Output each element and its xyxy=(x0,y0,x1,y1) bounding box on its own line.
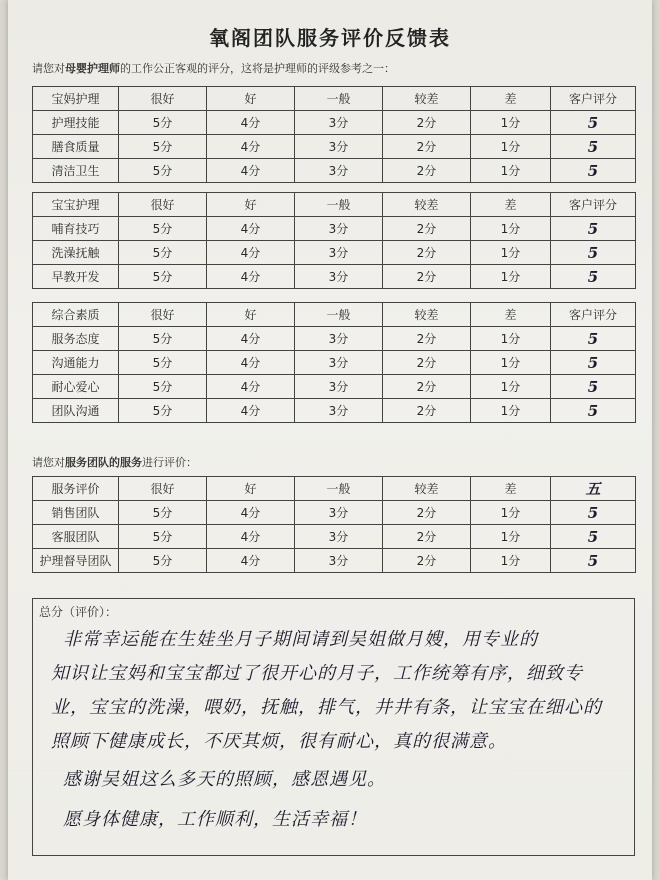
header-cell: 差 xyxy=(471,87,551,111)
table-row xyxy=(33,217,636,241)
score-cell: 4分 xyxy=(207,375,295,399)
score-cell: 2分 xyxy=(383,135,471,159)
score-cell: 3分 xyxy=(295,375,383,399)
customer-score[interactable]: 5 xyxy=(551,525,636,549)
score-cell: 3分 xyxy=(295,241,383,265)
score-cell: 5分 xyxy=(119,399,207,423)
customer-score[interactable]: 5 xyxy=(551,217,636,241)
header-cell: 很好 xyxy=(119,303,207,327)
header-cell: 综合素质 xyxy=(33,303,119,327)
header-cell: 好 xyxy=(207,193,295,217)
score-cell: 1分 xyxy=(471,549,551,573)
header-cell: 很好 xyxy=(119,477,207,501)
header-cell: 一般 xyxy=(295,87,383,111)
score-cell: 5分 xyxy=(119,525,207,549)
table-row xyxy=(33,111,636,135)
table-row xyxy=(33,351,636,375)
mother-care-table xyxy=(32,86,636,183)
score-cell: 4分 xyxy=(207,327,295,351)
score-cell: 1分 xyxy=(471,375,551,399)
table-row xyxy=(33,399,636,423)
score-cell: 1分 xyxy=(471,525,551,549)
score-cell: 2分 xyxy=(383,217,471,241)
score-cell: 5分 xyxy=(119,327,207,351)
table-row xyxy=(33,327,636,351)
header-cell: 差 xyxy=(471,477,551,501)
score-cell: 1分 xyxy=(471,135,551,159)
score-cell: 4分 xyxy=(207,111,295,135)
comment-line: 照顾下健康成长，不厌其烦，很有耐心，真的很满意。 xyxy=(51,731,507,752)
row-label: 团队沟通 xyxy=(33,399,119,423)
score-cell: 5分 xyxy=(119,265,207,289)
row-label: 客服团队 xyxy=(33,525,119,549)
row-label: 销售团队 xyxy=(33,501,119,525)
header-cell: 较差 xyxy=(383,303,471,327)
header-cell: 一般 xyxy=(295,477,383,501)
overall-quality-table xyxy=(32,302,636,423)
score-cell: 3分 xyxy=(295,265,383,289)
comment-line: 感谢吴姐这么多天的照顾，感恩遇见。 xyxy=(63,769,386,790)
table-row xyxy=(33,265,636,289)
customer-score[interactable]: 5 xyxy=(551,265,636,289)
score-cell: 1分 xyxy=(471,399,551,423)
table-row xyxy=(33,549,636,573)
score-cell: 3分 xyxy=(295,217,383,241)
score-cell: 5分 xyxy=(119,159,207,183)
customer-score[interactable]: 5 xyxy=(551,351,636,375)
score-cell: 5分 xyxy=(119,351,207,375)
score-cell: 2分 xyxy=(383,265,471,289)
score-cell: 2分 xyxy=(383,351,471,375)
comment-line: 业，宝宝的洗澡，喂奶，抚触，排气，井井有条，让宝宝在细心的 xyxy=(51,697,602,718)
header-cell: 较差 xyxy=(383,87,471,111)
row-label: 哺育技巧 xyxy=(33,217,119,241)
customer-score[interactable]: 5 xyxy=(551,159,636,183)
comment-line: 知识让宝妈和宝宝都过了很开心的月子，工作统筹有序，细致专 xyxy=(51,663,583,684)
score-cell: 5分 xyxy=(119,111,207,135)
table-row xyxy=(33,525,636,549)
score-cell: 1分 xyxy=(471,501,551,525)
header-cell: 较差 xyxy=(383,477,471,501)
header-cell: 好 xyxy=(207,303,295,327)
header-cell: 差 xyxy=(471,303,551,327)
header-cell: 一般 xyxy=(295,303,383,327)
score-cell: 4分 xyxy=(207,351,295,375)
header-cell: 好 xyxy=(207,477,295,501)
score-cell: 2分 xyxy=(383,241,471,265)
score-cell: 2分 xyxy=(383,375,471,399)
row-label: 洗澡抚触 xyxy=(33,241,119,265)
score-cell: 4分 xyxy=(207,525,295,549)
customer-score[interactable]: 5 xyxy=(551,399,636,423)
row-label: 护理督导团队 xyxy=(33,549,119,573)
header-cell: 差 xyxy=(471,193,551,217)
score-cell: 4分 xyxy=(207,241,295,265)
instruction-suffix: 进行评价： xyxy=(142,456,197,469)
comment-line: 非常幸运能在生娃坐月子期间请到吴姐做月嫂，用专业的 xyxy=(63,629,538,650)
table-row xyxy=(33,375,636,399)
table-header-row xyxy=(33,477,636,501)
score-cell: 1分 xyxy=(471,217,551,241)
form-title: 氧阁团队服务评价反馈表 xyxy=(209,26,451,50)
customer-score[interactable]: 5 xyxy=(551,111,636,135)
instruction-bold: 母婴护理师 xyxy=(65,62,120,75)
customer-score[interactable]: 5 xyxy=(551,241,636,265)
row-label: 护理技能 xyxy=(33,111,119,135)
score-cell: 3分 xyxy=(295,351,383,375)
header-cell: 较差 xyxy=(383,193,471,217)
score-cell: 5分 xyxy=(119,241,207,265)
score-cell: 2分 xyxy=(383,525,471,549)
score-cell: 1分 xyxy=(471,351,551,375)
score-cell: 5分 xyxy=(119,135,207,159)
score-cell: 2分 xyxy=(383,159,471,183)
baby-care-table xyxy=(32,192,636,289)
comment-box[interactable] xyxy=(32,598,635,856)
instruction-suffix: 的工作公正客观的评分，这将是护理师的评级参考之一： xyxy=(120,62,395,75)
row-label: 沟通能力 xyxy=(33,351,119,375)
header-cell: 很好 xyxy=(119,87,207,111)
row-label: 早教开发 xyxy=(33,265,119,289)
score-cell: 3分 xyxy=(295,525,383,549)
team-rating-instruction xyxy=(32,454,197,470)
row-label: 服务态度 xyxy=(33,327,119,351)
score-cell: 1分 xyxy=(471,159,551,183)
score-cell: 3分 xyxy=(295,111,383,135)
score-cell: 4分 xyxy=(207,501,295,525)
service-team-table xyxy=(32,476,636,573)
customer-score[interactable]: 5 xyxy=(551,327,636,351)
row-label: 清洁卫生 xyxy=(33,159,119,183)
score-cell: 1分 xyxy=(471,241,551,265)
header-cell: 很好 xyxy=(119,193,207,217)
table-row xyxy=(33,501,636,525)
score-cell: 5分 xyxy=(119,501,207,525)
score-cell: 3分 xyxy=(295,549,383,573)
score-cell: 5分 xyxy=(119,217,207,241)
table-row xyxy=(33,159,636,183)
score-cell: 4分 xyxy=(207,159,295,183)
customer-score[interactable]: 5 xyxy=(551,549,636,573)
row-label: 膳食质量 xyxy=(33,135,119,159)
instruction-bold: 服务团队的服务 xyxy=(65,456,142,469)
comment-line: 愿身体健康，工作顺利，生活幸福！ xyxy=(63,809,367,830)
score-cell: 2分 xyxy=(383,399,471,423)
row-label: 耐心爱心 xyxy=(33,375,119,399)
score-cell: 3分 xyxy=(295,159,383,183)
instruction-prefix: 请您对 xyxy=(32,62,65,75)
score-cell: 4分 xyxy=(207,135,295,159)
score-cell: 3分 xyxy=(295,327,383,351)
customer-score[interactable]: 5 xyxy=(551,375,636,399)
score-cell: 4分 xyxy=(207,399,295,423)
feedback-form-paper xyxy=(8,0,652,880)
score-cell: 1分 xyxy=(471,327,551,351)
score-cell: 3分 xyxy=(295,135,383,159)
table-row xyxy=(33,241,636,265)
score-cell: 4分 xyxy=(207,217,295,241)
score-cell: 2分 xyxy=(383,501,471,525)
score-cell: 2分 xyxy=(383,111,471,135)
header-cell: 宝妈护理 xyxy=(33,87,119,111)
nurse-rating-instruction xyxy=(32,60,395,76)
score-cell: 1分 xyxy=(471,111,551,135)
header-cell: 一般 xyxy=(295,193,383,217)
table-row xyxy=(33,135,636,159)
score-cell: 1分 xyxy=(471,265,551,289)
score-cell: 4分 xyxy=(207,265,295,289)
score-cell: 5分 xyxy=(119,375,207,399)
score-cell: 5分 xyxy=(119,549,207,573)
comment-label: 总分（评价）： xyxy=(39,605,118,619)
table-header-row xyxy=(33,87,636,111)
table-header-row xyxy=(33,193,636,217)
header-cell: 宝宝护理 xyxy=(33,193,119,217)
header-cell: 客户评分 xyxy=(551,303,636,327)
customer-score[interactable]: 5 xyxy=(551,501,636,525)
table-header-row xyxy=(33,303,636,327)
header-cell: 客户评分 xyxy=(551,87,636,111)
score-cell: 3分 xyxy=(295,501,383,525)
instruction-prefix: 请您对 xyxy=(32,456,65,469)
handwritten-header: 五 xyxy=(551,477,636,501)
header-cell: 服务评价 xyxy=(33,477,119,501)
header-cell: 客户评分 xyxy=(551,193,636,217)
score-cell: 4分 xyxy=(207,549,295,573)
score-cell: 2分 xyxy=(383,327,471,351)
score-cell: 3分 xyxy=(295,399,383,423)
header-cell: 好 xyxy=(207,87,295,111)
score-cell: 2分 xyxy=(383,549,471,573)
customer-score[interactable]: 5 xyxy=(551,135,636,159)
